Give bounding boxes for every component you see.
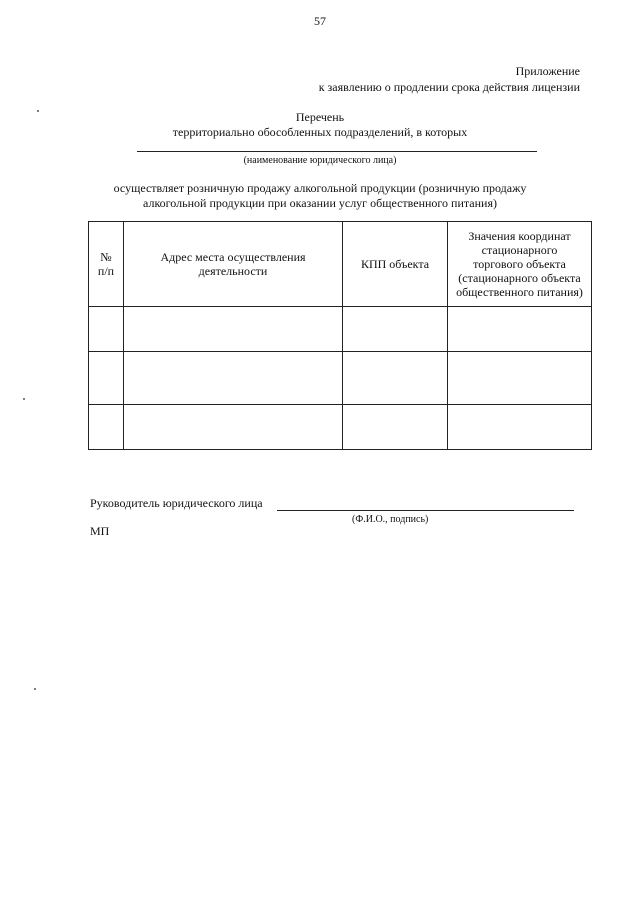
head-of-legal-entity-label: Руководитель юридического лица <box>90 496 263 510</box>
legal-entity-name-caption: (наименование юридического лица) <box>243 155 397 166</box>
table-cell-number[interactable] <box>89 405 124 450</box>
header-coordinates <box>448 222 592 307</box>
sells-description-line-2: алкогольной продукции при оказании услуг общественного питания) <box>143 196 497 210</box>
list-subtitle: территориально обособленных подразделений, в которых <box>172 125 468 139</box>
appendix-subtitle: к заявлению о продлении срока действия лицензии <box>318 80 580 94</box>
header-kpp <box>343 222 448 307</box>
table-header-row <box>89 222 592 307</box>
table-cell-coordinates[interactable] <box>448 307 592 352</box>
signature-line[interactable] <box>277 510 574 511</box>
header-coordinates-line: торгового объекта <box>473 257 566 271</box>
header-address <box>124 222 343 307</box>
stamp-placeholder: МП <box>90 524 110 538</box>
scan-speck <box>37 110 39 112</box>
table-cell-coordinates[interactable] <box>448 405 592 450</box>
table-cell-kpp[interactable] <box>343 405 448 450</box>
sells-description-line-1: осуществляет розничную продажу алкогольной продукции (розничную продажу <box>113 181 527 195</box>
scan-speck <box>23 398 25 400</box>
appendix-title: Приложение <box>515 64 580 78</box>
scan-speck <box>34 688 36 690</box>
table-row <box>89 307 592 352</box>
table-cell-kpp[interactable] <box>343 307 448 352</box>
header-coordinates-line: стационарного <box>481 243 558 257</box>
page-number: 57 <box>314 14 326 28</box>
table-row <box>89 405 592 450</box>
table-cell-kpp[interactable] <box>343 352 448 405</box>
table-cell-number[interactable] <box>89 307 124 352</box>
signature-caption: (Ф.И.О., подпись) <box>352 514 429 525</box>
header-coordinates-line: Значения координат <box>468 229 571 243</box>
list-title: Перечень <box>295 110 345 124</box>
table-cell-address[interactable] <box>124 405 343 450</box>
subdivisions-table <box>88 221 592 450</box>
header-number <box>89 222 124 307</box>
table-cell-number[interactable] <box>89 352 124 405</box>
header-coordinates-line: (стационарного объекта <box>458 271 581 285</box>
table-cell-address[interactable] <box>124 307 343 352</box>
header-number-line: п/п <box>97 264 115 278</box>
table-row <box>89 352 592 405</box>
table-cell-address[interactable] <box>124 352 343 405</box>
header-number-line: № <box>100 250 112 264</box>
header-coordinates-line: общественного питания) <box>456 285 583 299</box>
header-address-line: деятельности <box>198 264 268 278</box>
header-address-line: Адрес места осуществления <box>160 250 306 264</box>
header-kpp-line: КПП объекта <box>360 257 430 271</box>
table-cell-coordinates[interactable] <box>448 352 592 405</box>
legal-entity-name-line <box>137 151 537 152</box>
